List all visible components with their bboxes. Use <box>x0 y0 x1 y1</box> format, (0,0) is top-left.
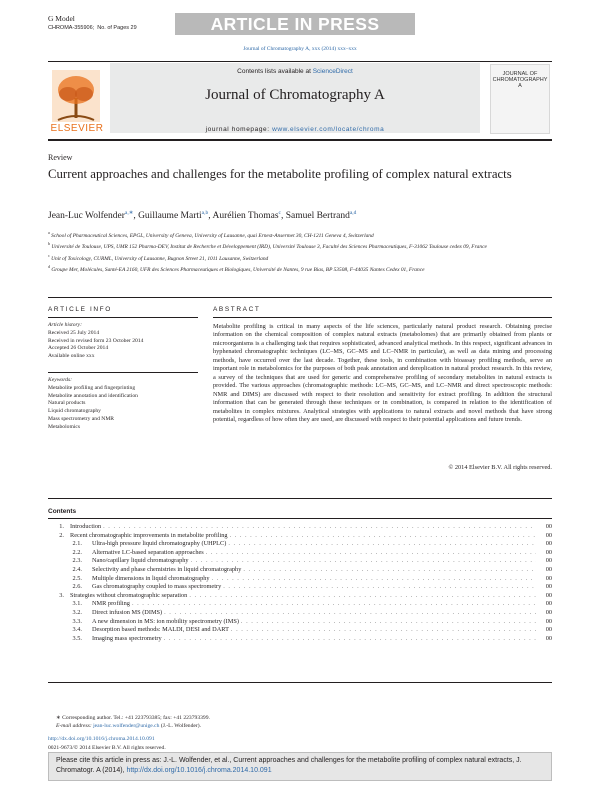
journal-homepage-line <box>110 126 480 133</box>
history-item: Received in revised form 23 October 2014 <box>48 337 144 344</box>
abstract-end-rule <box>48 498 552 499</box>
affiliation <box>48 240 552 251</box>
author-affil-sup[interactable]: a,∗ <box>124 210 134 216</box>
toc-title[interactable]: Gas chromatography coupled to mass spectrometry <box>92 583 222 591</box>
toc-title[interactable]: Multiple dimensions in liquid chromatography <box>92 574 210 582</box>
affiliation-sup: d <box>48 264 50 270</box>
keyword: Mass spectrometry and NMR <box>48 415 115 422</box>
history-item: Accepted 26 October 2014 <box>48 345 109 352</box>
toc-leader-dots <box>189 592 536 601</box>
toc-page: 00 <box>545 591 552 599</box>
contents-prefix: Contents lists available at <box>237 68 311 75</box>
keywords-label: Keywords: <box>48 377 73 383</box>
article-info-divider <box>48 372 198 373</box>
toc-row[interactable] <box>48 523 552 532</box>
toc-title[interactable]: Selectivity and phase chemistries in liquid chromatography <box>92 565 242 573</box>
toc-title[interactable]: Recent chromatographic improvements in metabolite profiling <box>70 531 228 539</box>
homepage-prefix: journal homepage: <box>205 126 270 133</box>
toc-title[interactable]: Imaging mass spectrometry <box>92 634 162 642</box>
chroma-id: CHROMA-355906; <box>48 25 95 31</box>
author-affil-sup[interactable]: a,d <box>349 210 357 216</box>
journal-citation-line[interactable]: Journal of Chromatography A, xxx (2014) xxx–xxx <box>243 46 357 52</box>
abstract-copyright: © 2014 Elsevier B.V. All rights reserved. <box>448 464 552 471</box>
keywords <box>48 377 198 432</box>
contents-heading: Contents <box>48 508 77 515</box>
toc-title[interactable]: Nano/capillary liquid chromatography <box>92 557 189 565</box>
toc-row[interactable] <box>48 566 552 575</box>
affiliation-text: Unit of Toxicology, CURML, University of Lausanne, Bugnon Street 21, 1011 Lausanne, Switzerland <box>51 255 269 262</box>
manuscript-id <box>48 25 137 31</box>
article-type: Review <box>48 153 73 162</box>
cite-text: Please cite this article in press as: J.-L. Wolfender, et al., Current approaches and challenges for the metabolite profiling of complex natural extracts, J. Chromatogr. A (2014), <box>56 757 522 774</box>
cite-doi-link[interactable]: http://dx.doi.org/10.1016/j.chroma.2014.10.091 <box>126 767 272 774</box>
toc-leader-dots <box>103 523 536 532</box>
article-in-press-banner: ARTICLE IN PRESS <box>175 13 415 35</box>
toc-leader-dots <box>212 575 536 584</box>
toc-number: 2.1. <box>72 540 82 548</box>
keyword: Metabolite profiling and fingerprinting <box>48 384 136 391</box>
author-affil-sup[interactable]: a,b <box>201 210 209 216</box>
contents-rule <box>48 518 552 519</box>
author-name[interactable]: Jean-Luc Wolfender <box>48 211 125 222</box>
toc-row[interactable] <box>48 557 552 566</box>
article-title: Current approaches and challenges for the metabolite profiling of complex natural extracts <box>48 167 512 181</box>
elsevier-wordmark: ELSEVIER <box>50 123 104 134</box>
toc-title[interactable]: Introduction <box>70 523 102 530</box>
toc-number: 2.6. <box>72 583 82 591</box>
toc-title[interactable]: NMR profiling <box>92 600 130 608</box>
toc-leader-dots <box>191 557 536 566</box>
homepage-link[interactable]: www.elsevier.com/locate/chroma <box>272 126 385 133</box>
author-name[interactable]: Aurélien Thomas <box>212 211 279 222</box>
author-list: Jean-Luc Wolfender$^{a,∗}$, Guillaume Marti$^{a,b}$, Aurélien Thomas$^c$, Samuel Bertrand$^{a,d}$ <box>48 210 357 222</box>
toc-number: 2.2. <box>72 548 82 556</box>
article-info-heading: ARTICLE INFO <box>48 306 112 313</box>
email-note <box>56 723 201 729</box>
toc-page: 00 <box>545 634 552 642</box>
issn-line: 0021-9673/© 2014 Elsevier B.V. All rights reserved. <box>48 745 166 751</box>
toc-row[interactable] <box>48 583 552 592</box>
g-model-label: G Model <box>48 14 75 23</box>
journal-title: Journal of Chromatography A <box>205 87 385 103</box>
keyword: Natural products <box>48 400 86 407</box>
toc-leader-dots <box>223 583 536 592</box>
cover-title: JOURNAL OF CHROMATOGRAPHY A <box>492 71 548 89</box>
toc-number: 1. <box>59 523 64 530</box>
author-name[interactable]: Samuel Bertrand <box>285 211 350 222</box>
affiliation-sup: a <box>48 230 50 235</box>
header-rule-top <box>48 61 552 62</box>
toc-title[interactable]: Ultra-high pressure liquid chromatography (UHPLC) <box>92 540 227 548</box>
affiliation-text: School of Pharmaceutical Sciences, EPGL, University of Geneva, University of Lausanne, quai Ernest-Ansermet 30, CH-1211 Geneva 4, Switzerland <box>51 232 374 239</box>
toc-leader-dots <box>241 618 536 627</box>
toc-page: 00 <box>545 565 552 573</box>
toc-leader-dots <box>206 549 536 558</box>
head-rule <box>48 297 552 298</box>
toc-number: 2. <box>59 531 64 539</box>
toc-page: 00 <box>545 557 552 565</box>
toc-page: 00 <box>545 617 552 625</box>
keyword: Metabolomics <box>48 423 81 430</box>
abstract-text: Metabolite profiling is critical in many aspects of the life sciences, particularly natural product research. Obtaining precise information on the chemical composition of complex natural extracts (metabolomes) that are primarily obtained from plants or microorganisms is a challenging task that requires sophisticated, advanced analytical methods. In this respect, significant advances in hyphenated chromatographic techniques (LC–MS, GC–MS and LC–NMR in particular), as well as data mining and processing methods, have occurred over the last decade. Together, these tools, in combination with bioassay profiling methods, serve an important role in metabolomics for the purposes of both peak annotation and dereplication in natural product research. In this review, a survey of the techniques that are used for generic and comprehensive profiling of secondary metabolites in natural extracts is provided. The various approaches (chromatographic methods: LC–MS, GC–MS, and LC–NMR and direct spectroscopic methods: NMR and DIMS) are discussed with respect to their resolution and sensitivity for extract profiling. In addition the structural information that can be generated through these techniques or in combination, is compared in relation to the identification of metabolites in complex mixtures. Analytical strategies with applications to natural extracts and novel methods that have strong potential, regardless of how often they are used, are discussed with respect to their potential applications and future trends. <box>213 323 552 423</box>
email-suffix: (J.-L. Wolfender). <box>160 723 202 729</box>
toc-title[interactable]: A new dimension in MS: ion mobility spectrometry (IMS) <box>92 617 239 625</box>
email-link[interactable]: jean-luc.wolfender@unige.ch <box>93 723 160 729</box>
toc-page: 00 <box>545 574 552 582</box>
abstract-rule <box>213 317 552 318</box>
toc-number: 3.4. <box>72 626 82 634</box>
email-label: E-mail address: <box>56 723 92 729</box>
toc-title[interactable]: Alternative LC-based separation approaches <box>92 548 204 556</box>
affiliation-text: Groupe Mer, Molécules, Santé-EA 2160, UFR des Sciences Pharmaceutiques et Biologiques, Université de Nantes, 9 rue Bias, BP 53508, F-44035 Nantes Cedex 01, France <box>51 266 425 273</box>
toc-number: 2.3. <box>72 557 82 565</box>
toc-row[interactable] <box>48 626 552 635</box>
toc-leader-dots <box>243 566 536 575</box>
toc-leader-dots <box>230 532 536 541</box>
toc-page: 00 <box>545 600 552 608</box>
toc-title[interactable]: Direct infusion MS (DIMS) <box>92 608 163 616</box>
keyword: Metabolite annotation and identification <box>48 392 138 399</box>
contents-end-rule <box>48 682 552 683</box>
toc-title[interactable]: Desorption based methods: MALDI, DESI and DART <box>92 626 229 634</box>
journal-cover-thumbnail <box>490 64 550 134</box>
toc-row[interactable] <box>48 635 552 644</box>
author-affil-sup[interactable]: c <box>278 210 281 216</box>
article-info-rule <box>48 317 198 318</box>
page-count: No. of Pages 29 <box>97 25 137 31</box>
abstract-heading: ABSTRACT <box>213 306 261 313</box>
toc-number: 3.3. <box>72 617 82 625</box>
toc-number: 2.4. <box>72 565 82 573</box>
toc-leader-dots <box>228 540 536 549</box>
toc-page: 00 <box>545 608 552 616</box>
toc-title[interactable]: Strategies without chromatographic separation <box>70 591 188 599</box>
toc-page: 00 <box>545 548 552 556</box>
toc-row[interactable] <box>48 575 552 584</box>
article-history <box>48 322 198 361</box>
toc-row[interactable] <box>48 609 552 618</box>
toc-number: 2.5. <box>72 574 82 582</box>
toc-row[interactable] <box>48 540 552 549</box>
contents-available-line <box>110 68 480 75</box>
sciencedirect-link[interactable]: ScienceDirect <box>312 68 353 75</box>
toc-page: 00 <box>545 583 552 591</box>
cite-box-text <box>56 756 546 776</box>
toc-number: 3. <box>59 591 64 599</box>
affiliations <box>48 229 552 275</box>
history-item: Received 25 July 2014 <box>48 329 100 336</box>
toc-row[interactable] <box>48 532 552 541</box>
keyword: Liquid chromatography <box>48 408 101 415</box>
toc-number: 3.1. <box>72 600 82 608</box>
toc-leader-dots <box>132 600 536 609</box>
history-label: Article history: <box>48 322 83 328</box>
affiliation-sup: b <box>48 241 50 247</box>
toc-page: 00 <box>545 540 552 548</box>
history-item: Available online xxx <box>48 353 95 360</box>
toc-row[interactable] <box>48 592 552 601</box>
toc-leader-dots <box>164 635 536 644</box>
doi-link[interactable]: http://dx.doi.org/10.1016/j.chroma.2014.10.091 <box>48 736 155 742</box>
toc-leader-dots <box>164 609 536 618</box>
toc-leader-dots <box>231 626 536 635</box>
affiliation-sup: c <box>48 252 50 258</box>
toc-number: 3.5. <box>72 634 82 642</box>
affiliation <box>48 229 552 240</box>
toc-number: 3.2. <box>72 608 82 616</box>
toc-page: 00 <box>545 523 552 530</box>
toc-row[interactable] <box>48 600 552 609</box>
toc-page: 00 <box>545 626 552 634</box>
toc-page: 00 <box>545 531 552 539</box>
corresponding-author-note: ∗ Corresponding author. Tel.: +41 223793385; fax: +41 223793399. <box>56 715 210 721</box>
author-name[interactable]: Guillaume Marti <box>138 211 202 222</box>
toc-row[interactable] <box>48 549 552 558</box>
table-of-contents <box>48 523 552 643</box>
affiliation-text: Université de Toulouse, UPS, UMR 152 Pharma-DEV, Institut de Recherche et Développement (IRD), Université Toulouse 3, Faculté des Sciences Pharmaceutiques, F-31062 Toulouse cedex 09, France <box>51 244 487 251</box>
elsevier-tree-icon <box>50 68 102 128</box>
toc-row[interactable] <box>48 618 552 627</box>
affiliation <box>48 263 552 274</box>
header-rule-bottom <box>48 139 552 141</box>
affiliation <box>48 252 552 263</box>
